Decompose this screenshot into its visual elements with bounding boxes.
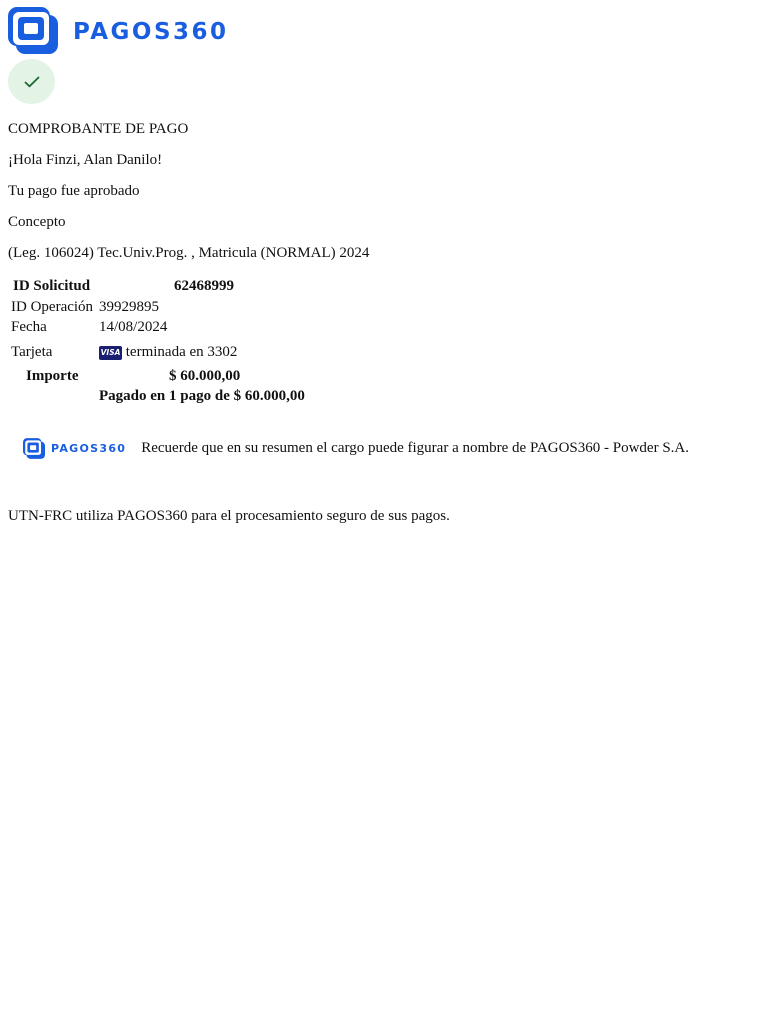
- fecha-label: Fecha: [11, 319, 47, 335]
- brand-logo: [8, 7, 229, 54]
- importe-value: $ 60.000,00: [169, 368, 241, 384]
- brand-name: PAGOS360: [73, 18, 229, 45]
- footer-text: UTN-FRC utiliza PAGOS360 para el procesamiento seguro de sus pagos.: [8, 508, 450, 524]
- pagado-text: Pagado en 1 pago de $ 60.000,00: [99, 388, 305, 404]
- reminder-text: Recuerde que en su resumen el cargo puede figurar a nombre de PAGOS360 - Powder S.A.: [141, 440, 690, 456]
- concept-label: Concepto: [8, 214, 66, 230]
- brand-logo-icon: [8, 7, 58, 54]
- approved-status-badge: [8, 59, 55, 104]
- visa-card-icon: VISA: [99, 346, 122, 360]
- tarjeta-value-row: [99, 344, 237, 361]
- tarjeta-label: Tarjeta: [11, 344, 53, 360]
- id-solicitud-label: ID Solicitud: [13, 278, 91, 294]
- id-operacion-label: ID Operación: [11, 299, 94, 315]
- greeting: ¡Hola Finzi, Alan Danilo!: [8, 152, 163, 168]
- payment-status-text: Tu pago fue aprobado: [8, 183, 140, 199]
- importe-label: Importe: [26, 368, 79, 384]
- check-icon: [24, 76, 40, 88]
- id-operacion-value: 39929895: [99, 299, 159, 315]
- reminder-notice: [23, 438, 689, 459]
- tarjeta-value: terminada en 3302: [125, 344, 238, 360]
- concept-value: (Leg. 106024) Tec.Univ.Prog. , Matricula (NORMAL) 2024: [8, 245, 370, 261]
- brand-logo-small-icon: [23, 438, 45, 459]
- fecha-value: 14/08/2024: [99, 319, 168, 335]
- brand-name-small: PAGOS360: [51, 442, 127, 455]
- id-solicitud-value: 62468999: [174, 278, 234, 294]
- receipt-title: COMPROBANTE DE PAGO: [8, 121, 189, 137]
